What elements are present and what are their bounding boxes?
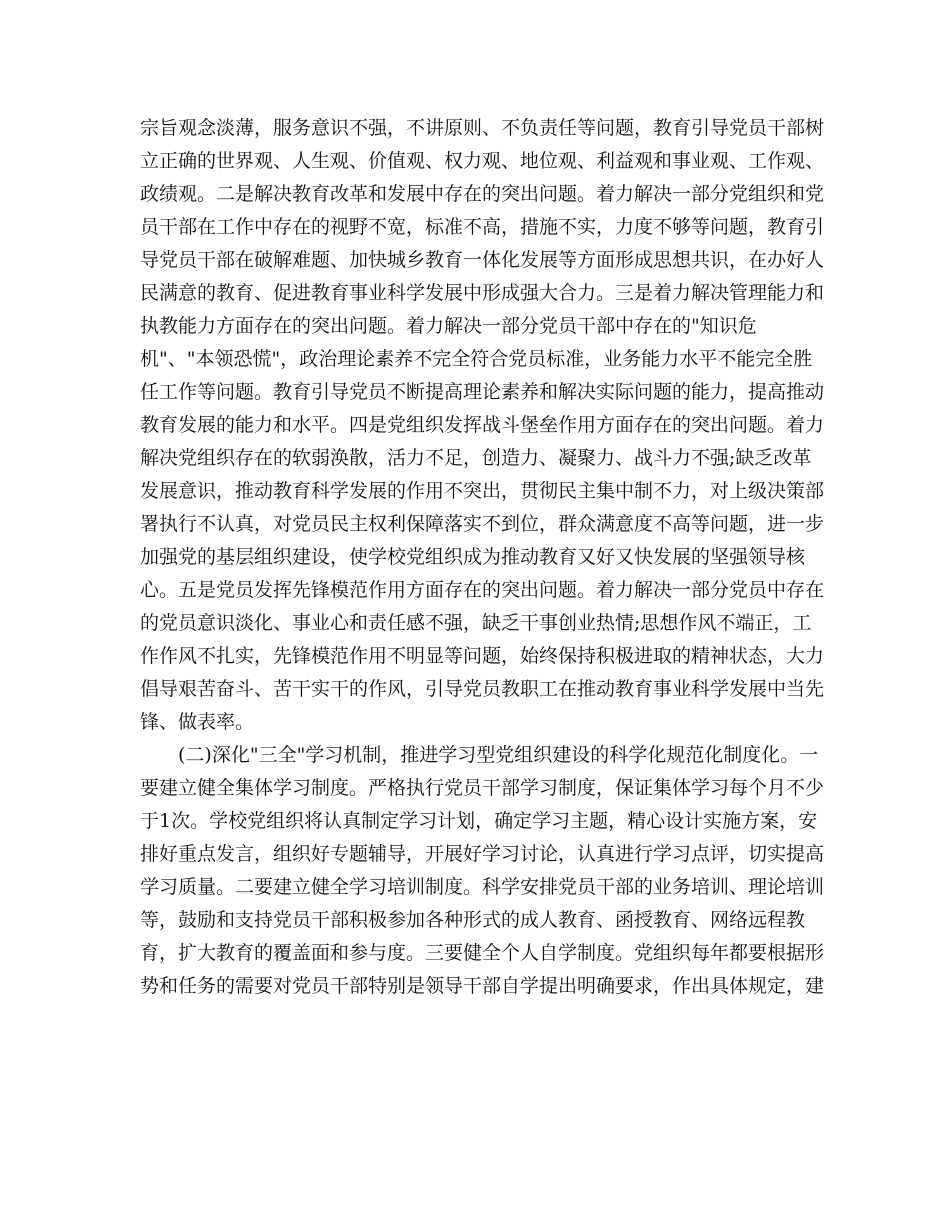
text-line: 教育发展的能力和水平。四是党组织发挥战斗堡垒作用方面存在的突出问题。着力 xyxy=(140,414,825,436)
text-line: 政绩观。二是解决教育改革和发展中存在的突出问题。着力解决一部分党组织和党 xyxy=(140,183,825,205)
text-line: 宗旨观念淡薄，服务意识不强，不讲原则、不负责任等问题，教育引导党员干部树 xyxy=(140,117,825,139)
text-line: 倡导艰苦奋斗、苦干实干的作风，引导党员教职工在推动教育事业科学发展中当先 xyxy=(140,678,825,700)
text-line: 排好重点发言，组织好专题辅导，开展好学习讨论，认真进行学习点评，切实提高 xyxy=(140,843,825,865)
text-line: 发展意识，推动教育科学发展的作用不突出，贯彻民主集中制不力，对上级决策部 xyxy=(140,480,825,502)
text-line: 员干部在工作中存在的视野不宽，标准不高，措施不实，力度不够等问题，教育引 xyxy=(140,216,825,238)
text-line: 机"、"本领恐慌"，政治理论素养不完全符合党员标准，业务能力水平不能完全胜 xyxy=(140,348,813,370)
text-line: 要建立健全集体学习制度。严格执行党员干部学习制度，保证集体学习每个月不少 xyxy=(140,777,825,799)
text-line: 锋、做表率。 xyxy=(140,711,255,733)
text-line: 民满意的教育、促进教育事业科学发展中形成强大合力。三是着力解决管理能力和 xyxy=(140,282,825,304)
text-line: 育，扩大教育的覆盖面和参与度。三要健全个人自学制度。党组织每年都要根据形 xyxy=(140,942,825,964)
text-line: 加强党的基层组织建设，使学校党组织成为推动教育又好又快发展的坚强领导核 xyxy=(140,546,806,568)
text-line: 于1次。学校党组织将认真制定学习计划，确定学习主题，精心设计实施方案，安 xyxy=(140,810,818,832)
text-line: 等，鼓励和支持党员干部积极参加各种形式的成人教育、函授教育、网络远程教 xyxy=(140,909,806,931)
text-line: 导党员干部在破解难题、加快城乡教育一体化发展等方面形成思想共识，在办好人 xyxy=(140,249,825,271)
text-line: 的党员意识淡化、事业心和责任感不强，缺乏干事创业热情;思想作风不端正，工 xyxy=(140,612,812,634)
text-line: 势和任务的需要对党员干部特别是领导干部自学提出明确要求，作出具体规定，建 xyxy=(140,975,825,997)
text-line: 作作风不扎实，先锋模范作用不明显等问题，始终保持积极进取的精神状态，大力 xyxy=(140,645,825,667)
text-line: 署执行不认真，对党员民主权利保障落实不到位，群众满意度不高等问题，进一步 xyxy=(140,513,825,535)
text-line: 执教能力方面存在的突出问题。着力解决一部分党员干部中存在的"知识危 xyxy=(140,315,757,337)
text-line: 解决党组织存在的软弱涣散，活力不足，创造力、凝聚力、战斗力不强;缺乏改革 xyxy=(140,447,812,469)
text-line: 心。五是党员发挥先锋模范作用方面存在的突出问题。着力解决一部分党员中存在 xyxy=(140,579,825,601)
text-line: 立正确的世界观、人生观、价值观、权力观、地位观、利益观和事业观、工作观、 xyxy=(140,150,825,172)
section-heading-line: (二)深化"三全"学习机制，推进学习型党组织建设的科学化规范化制度化。一 xyxy=(178,744,819,766)
text-line: 任工作等问题。教育引导党员不断提高理论素养和解决实际问题的能力，提高推动 xyxy=(140,381,825,403)
text-line: 学习质量。二要建立健全学习培训制度。科学安排党员干部的业务培训、理论培训 xyxy=(140,876,825,898)
